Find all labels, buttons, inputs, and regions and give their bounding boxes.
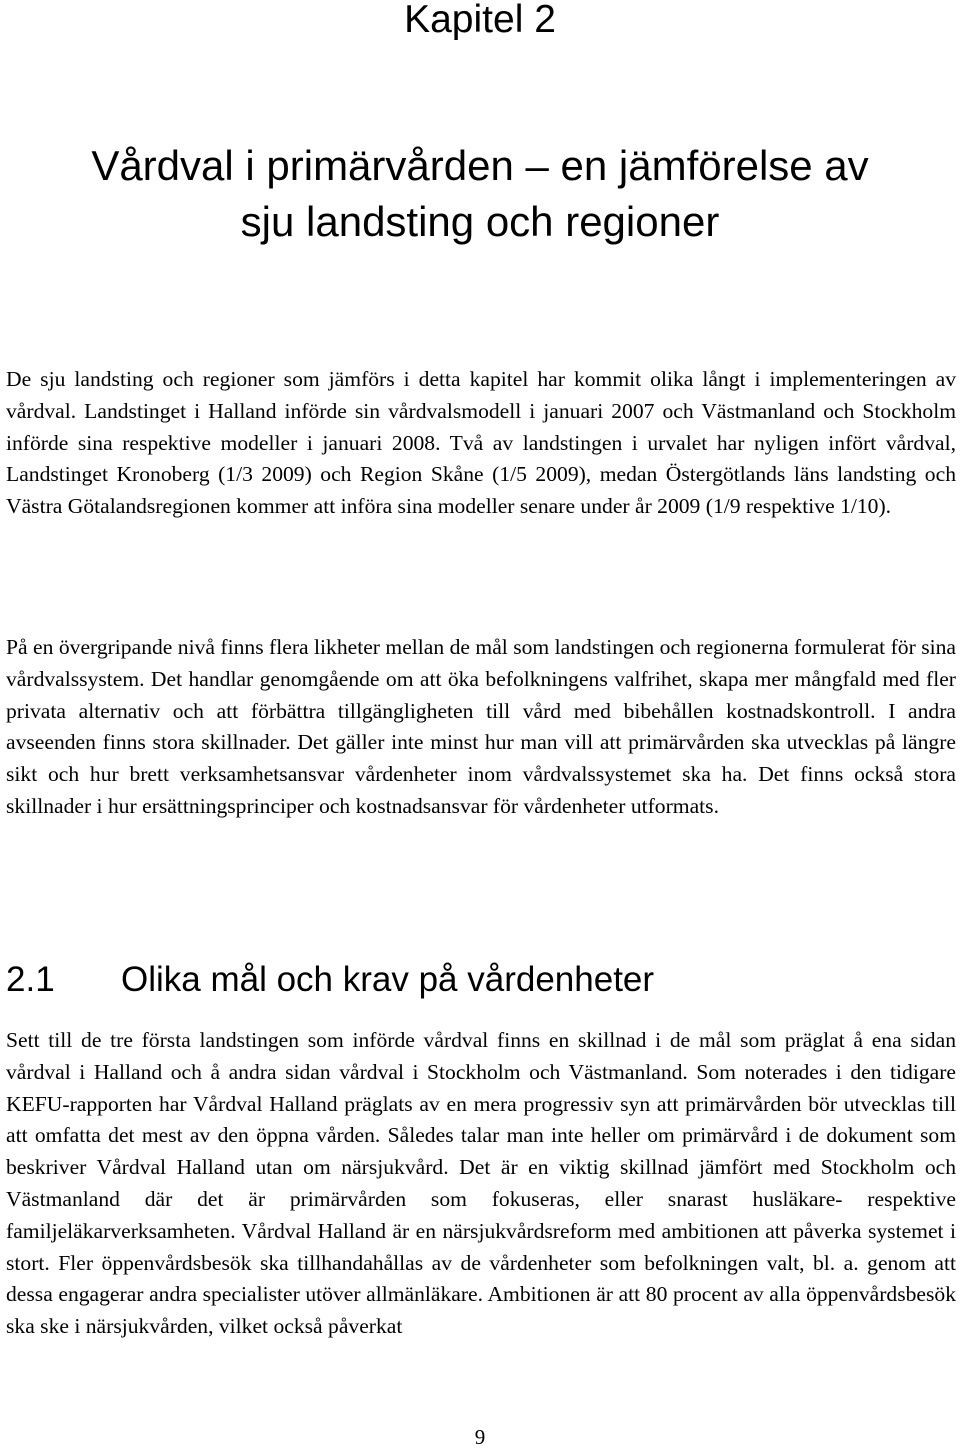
- paragraph-section-body: Sett till de tre första landstingen som införde vårdval finns en skillnad i de mål som präglat å ena sidan vårdval i Halland och å andra sidan vårdval i Stockholm och Västmanland. Som noterades i den tidigare KEFU-rapporten har Vårdval Halland präglats av en mera progressiv syn att primärvården bör utvecklas till att omfatta det mest av den öppna vården. Således talar man inte heller om primärvård i de dokument som beskriver Vårdval Halland utan om närsjukvård. Det är en viktig skillnad jämfört med Stockholm och Västmanland där det är primärvården som fokuseras, eller snarast husläkare- respektive familjeläkarverksamheten. Vårdval Halland är en närsjukvårdsreform med ambitionen att påverka systemet i stort. Fler öppenvårdsbesök ska tillhandahållas av de vårdenheter som befolkningen valt, bl. a. genom att dessa engagerar andra specialister utöver allmänläkare. Ambitionen är att 80 procent av alla öppenvårdsbesök ska ske i närsjukvården, vilket också påverkat: [6, 1028, 956, 1339]
- section-heading: [6, 958, 956, 1002]
- page-number: 9: [474, 1425, 486, 1449]
- paragraph-overview: På en övergripande nivå finns flera likheter mellan de mål som landstingen och regionerna formulerat för sina vårdvalssystem. Det handlar genomgående om att öka befolkningens valfrihet, skapa mer mångfald med fler privata alternativ och att förbättra tillgängligheten till vård med bibehållen kostnadskontroll. I andra avseenden finns stora skillnader. Det gäller inte minst hur man vill att primärvården ska utvecklas på längre sikt och hur brett verksamhetsansvar vårdenheter inom vårdvalssystemet ska ha. Det finns också stora skillnader i hur ersättningsprinciper och kostnadsansvar för vårdenheter utformats.: [6, 635, 956, 818]
- chapter-title: Vårdval i primärvården – en jämförelse av sju landsting och regioner: [91, 142, 869, 245]
- section-number: 2.1: [6, 960, 55, 999]
- section-title: Olika mål och krav på vårdenheter: [121, 960, 655, 999]
- paragraph-intro: De sju landsting och regioner som jämförs i detta kapitel har kommit olika långt i implementeringen av vårdval. Landstinget i Halland införde sin vårdvalsmodell i januari 2007 och Västmanland och Stockholm införde sina respektive modeller i januari 2008. Två av landstingen i urvalet har nyligen infört vårdval, Landstinget Kronoberg (1/3 2009) och Region Skåne (1/5 2009), medan Östergötlands läns landsting och Västra Götalandsregionen kommer att införa sina modeller senare under år 2009 (1/9 respektive 1/10).: [6, 367, 956, 519]
- chapter-label: Kapitel 2: [404, 0, 556, 41]
